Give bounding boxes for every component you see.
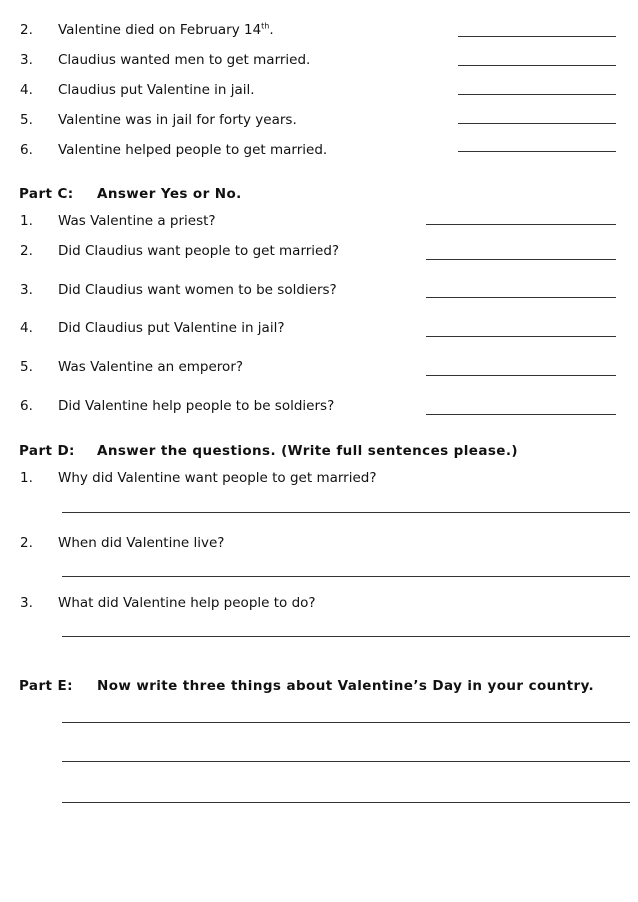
answer-blank[interactable] xyxy=(458,94,616,95)
answer-blank[interactable] xyxy=(426,375,616,376)
answer-blank[interactable] xyxy=(458,65,616,66)
ordinal-suffix: th xyxy=(261,21,270,31)
statement-text xyxy=(58,22,274,38)
answer-line[interactable] xyxy=(62,722,630,723)
question-text: What did Valentine help people to do? xyxy=(58,595,316,611)
item-number: 6. xyxy=(20,142,33,158)
answer-line[interactable] xyxy=(62,576,630,577)
item-number: 1. xyxy=(20,470,33,486)
question-text: When did Valentine live? xyxy=(58,535,225,551)
statement-main: Valentine died on February 14 xyxy=(58,22,262,38)
item-number: 2. xyxy=(20,243,33,259)
answer-blank[interactable] xyxy=(458,123,616,124)
answer-blank[interactable] xyxy=(426,336,616,337)
statement-tail: . xyxy=(269,22,274,38)
part-label: Part E: xyxy=(19,678,73,694)
answer-blank[interactable] xyxy=(426,224,616,225)
part-instruction: Answer the questions. (Write full sentences please.) xyxy=(97,443,518,459)
item-number: 5. xyxy=(20,112,33,128)
question-text: Was Valentine a priest? xyxy=(58,213,216,229)
item-number: 4. xyxy=(20,320,33,336)
part-instruction: Now write three things about Valentine’s Day in your country. xyxy=(97,678,595,694)
part-label: Part D: xyxy=(19,443,75,459)
question-text: Did Claudius want people to get married? xyxy=(58,243,340,259)
item-number: 3. xyxy=(20,595,33,611)
item-number: 2. xyxy=(20,22,33,38)
answer-line[interactable] xyxy=(62,761,630,762)
item-number: 3. xyxy=(20,52,33,68)
answer-line[interactable] xyxy=(62,802,630,803)
statement-text: Claudius wanted men to get married. xyxy=(58,52,311,68)
item-number: 4. xyxy=(20,82,33,98)
answer-blank[interactable] xyxy=(458,36,616,37)
answer-line[interactable] xyxy=(62,636,630,637)
item-number: 1. xyxy=(20,213,33,229)
answer-blank[interactable] xyxy=(426,414,616,415)
part-label: Part C: xyxy=(19,186,74,202)
part-instruction: Answer Yes or No. xyxy=(97,186,242,202)
answer-blank[interactable] xyxy=(426,297,616,298)
statement-text: Valentine helped people to get married. xyxy=(58,142,328,158)
statement-text: Valentine was in jail for forty years. xyxy=(58,112,297,128)
question-text: Did Valentine help people to be soldiers? xyxy=(58,398,335,414)
item-number: 2. xyxy=(20,535,33,551)
question-text: Why did Valentine want people to get married? xyxy=(58,470,377,486)
item-number: 5. xyxy=(20,359,33,375)
question-text: Did Claudius want women to be soldiers? xyxy=(58,282,337,298)
item-number: 3. xyxy=(20,282,33,298)
question-text: Did Claudius put Valentine in jail? xyxy=(58,320,285,336)
answer-blank[interactable] xyxy=(426,259,616,260)
item-number: 6. xyxy=(20,398,33,414)
answer-line[interactable] xyxy=(62,512,630,513)
statement-text: Claudius put Valentine in jail. xyxy=(58,82,255,98)
answer-blank[interactable] xyxy=(458,151,616,152)
question-text: Was Valentine an emperor? xyxy=(58,359,244,375)
